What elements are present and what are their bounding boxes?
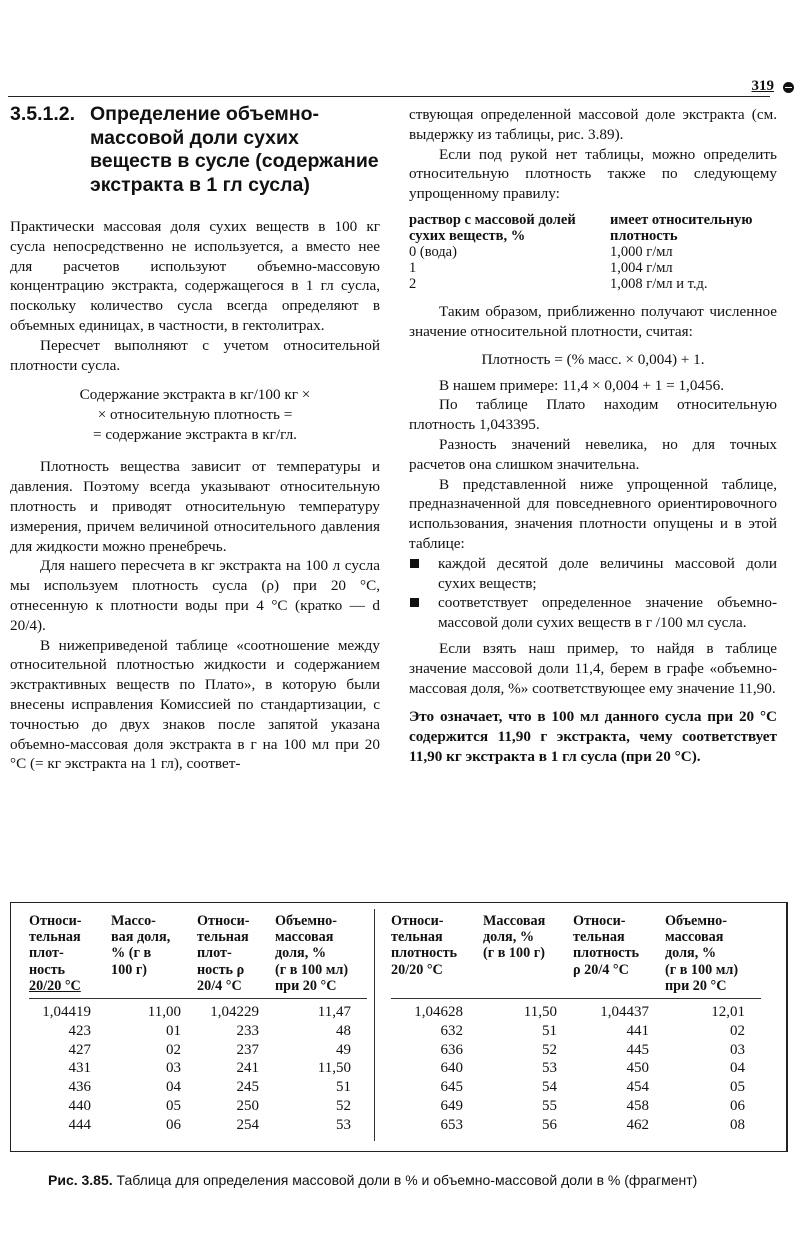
table-cell: 11,47	[317, 1004, 351, 1021]
column-header: Относи- тельная плотность ρ 20/4 °С	[573, 903, 665, 999]
table-cell: 51	[336, 1079, 351, 1096]
caption-text: Таблица для определения массовой доли в % и объемно-массовой доли в % (фрагмент)	[112, 1172, 698, 1188]
table-cell: 1,008 г/мл и т.д.	[610, 275, 708, 292]
table-row	[29, 1022, 367, 1041]
table-row	[29, 999, 367, 1022]
section-number: 3.5.1.2.	[10, 103, 76, 125]
section-title: Определение объемно-массовой доли сухих веществ в сусле (содержание экстракта в 1 гл сусла)	[90, 103, 379, 196]
formula-line: Содержание экстракта в кг/100 кг ×	[79, 386, 311, 404]
list-item-text: соответствует определенное значение объемно-массовой доли сухих веществ в г /100 мл сусла.	[438, 594, 777, 632]
table-cell: 04	[166, 1079, 181, 1096]
table-cell: 1,04628	[414, 1004, 463, 1021]
list-item	[409, 554, 777, 594]
table-cell: 241	[236, 1060, 259, 1077]
table-divider	[374, 909, 375, 1141]
table-row	[29, 1041, 367, 1060]
table-cell: 653	[440, 1116, 463, 1133]
table-row	[29, 1116, 367, 1135]
table-cell: 03	[166, 1060, 181, 1077]
square-bullet-icon	[410, 598, 419, 607]
table-row	[409, 260, 777, 276]
column-header: Массовая доля, % (г в 100 г)	[483, 903, 573, 999]
table-row	[391, 1041, 761, 1060]
table-cell: 02	[730, 1022, 745, 1039]
column-header: Объемно- массовая доля, % (г в 100 мл) при 20 °С	[665, 903, 761, 999]
table-cell: 51	[542, 1022, 557, 1039]
table-cell: 450	[626, 1060, 649, 1077]
table-row	[409, 276, 777, 292]
formula-line: Плотность = (% масс. × 0,004) + 1.	[481, 350, 705, 368]
table-row	[409, 244, 777, 260]
page-number: 319	[751, 78, 774, 94]
table-cell: 52	[542, 1041, 557, 1058]
rule-table-header: раствор с массовой долей сухих веществ, %	[409, 211, 576, 244]
plato-table-right	[391, 903, 761, 1135]
table-cell: 55	[542, 1098, 557, 1114]
table-cell: 649	[440, 1098, 463, 1114]
bullet-list	[409, 554, 777, 633]
table-cell: 645	[440, 1079, 463, 1096]
table-cell: 423	[68, 1022, 91, 1039]
table-cell: 05	[166, 1098, 181, 1114]
table-cell: 12,01	[711, 1004, 745, 1021]
table-cell: 250	[236, 1098, 259, 1114]
table-cell: 06	[730, 1098, 745, 1114]
paragraph: Для нашего пересчета в кг экстракта на 100 л сусла мы используем плотность сусла (ρ) при 20 °С, отнесенную к плотности воды при 4 °С (кратко — d 20/4).	[10, 557, 380, 634]
bold-conclusion: Это означает, что в 100 мл данного сусла при 20 °С содержится 11,90 г экстракта, чему соответствует 11,90 кг экстракта в 1 гл сусла (при 20 °С).	[409, 708, 777, 765]
paragraph: Пересчет выполняют с учетом относительной плотности сусла.	[10, 336, 380, 374]
table-cell: 0 (вода)	[409, 243, 457, 260]
table-row	[391, 1097, 761, 1116]
list-item-text: каждой десятой доле величины массовой доли сухих веществ;	[438, 554, 777, 592]
table-cell: 1,04229	[210, 1004, 259, 1021]
table-cell: 05	[730, 1079, 745, 1096]
section-heading	[10, 103, 380, 197]
paragraph: Практически массовая доля сухих веществ в 100 кг сусла непосредственно не используется, а вместо нее для расчетов используют объемно-массовую концентрацию экстракта, содержащегося в 1 гл сусла, поскольку количество сусла всегда определяют в объемных единицах, в частности, в гектолитрах.	[10, 218, 380, 334]
table-cell: 462	[626, 1116, 649, 1133]
table-cell: 11,50	[317, 1060, 351, 1077]
figure-table-right	[391, 903, 761, 1151]
header-rule	[8, 96, 770, 97]
column-header: Относи- тельная плот- ность 20/20 °С	[29, 903, 111, 999]
table-cell: 454	[626, 1079, 649, 1096]
table-cell: 445	[626, 1041, 649, 1058]
paragraph: ствующая определенной массовой доле экстракта (см. выдержку из таблицы, рис. 3.89).	[409, 106, 777, 143]
paragraph: Если взять наш пример, то найдя в таблице значение массовой доли 11,4, берем в графе «объемно-массовая доля, %» соответствующее ему значение 11,90.	[409, 639, 777, 697]
formula-line: = содержание экстракта в кг/гл.	[93, 426, 297, 444]
rule-table	[409, 212, 777, 292]
table-cell: 1,004 г/мл	[610, 259, 673, 276]
table-cell: 441	[626, 1022, 649, 1039]
table-cell: 233	[236, 1022, 259, 1039]
table-cell: 237	[236, 1041, 259, 1058]
table-cell: 06	[166, 1116, 181, 1133]
table-cell: 632	[440, 1022, 463, 1039]
table-cell: 53	[336, 1116, 351, 1133]
table-row	[391, 1059, 761, 1078]
table-cell: 48	[336, 1022, 351, 1039]
paragraph: В представленной ниже упрощенной таблице, предназначенной для повседневного ориентировочного использования, значения плотности опущены и в этой таблице:	[409, 475, 777, 552]
caption-label: Рис. 3.85.	[48, 1172, 113, 1188]
list-item	[409, 593, 777, 633]
table-cell: 54	[542, 1079, 557, 1096]
figure-caption	[48, 1172, 697, 1188]
table-row	[29, 1097, 367, 1116]
table-row	[391, 1078, 761, 1097]
paragraph: В нашем примере: 11,4 × 0,004 + 1 = 1,0456.	[439, 376, 725, 394]
table-cell: 427	[68, 1041, 91, 1058]
table-cell: 56	[542, 1116, 557, 1133]
table-cell: 254	[236, 1116, 259, 1133]
table-cell: 01	[166, 1022, 181, 1039]
square-bullet-icon	[410, 559, 419, 568]
circle-bullet-icon	[783, 82, 794, 93]
table-row	[29, 1059, 367, 1078]
table-cell: 440	[68, 1098, 91, 1114]
table-cell: 53	[542, 1060, 557, 1077]
column-header: Относи- тельная плот- ность ρ 20/4 °С	[197, 903, 275, 999]
formula-block	[10, 385, 380, 445]
figure-table-left	[29, 903, 367, 1151]
column-header: Объемно- массовая доля, % (г в 100 мл) при 20 °С	[275, 903, 367, 999]
table-cell: 08	[730, 1116, 745, 1133]
table-cell: 436	[68, 1079, 91, 1096]
table-cell: 02	[166, 1041, 181, 1058]
table-row	[391, 999, 761, 1022]
paragraph: По таблице Плато находим относительную плотность 1,043395.	[409, 396, 777, 434]
column-header: Массо- вая доля, % (г в 100 г)	[111, 903, 197, 999]
table-cell: 52	[336, 1098, 351, 1114]
table-cell: 11,50	[523, 1004, 557, 1021]
table-cell: 1,04437	[600, 1004, 649, 1021]
table-row	[391, 1116, 761, 1135]
table-cell: 11,00	[147, 1004, 181, 1021]
table-row	[391, 1022, 761, 1041]
plato-table-left	[29, 903, 367, 1135]
table-cell: 245	[236, 1079, 259, 1096]
table-cell: 444	[68, 1116, 91, 1133]
paragraph: Если под рукой нет таблицы, можно определить относительную плотность также по следующему упрощенному правилу:	[409, 145, 777, 203]
paragraph: В нижеприведеной таблице «соотношение между относительной плотностью жидкости и содержанием экстрактивных веществ по Плато», в которую были внесены исправления Комиссией по стандартизации, с точностью до двух знаков после запятой указана объемно-массовая доля экстракта в г на 100 мл при 20 °С (= кг экстракта на 1 гл), соответ-	[10, 636, 380, 773]
rule-table-header: имеет относительную плотность	[610, 211, 753, 244]
table-cell: 636	[440, 1041, 463, 1058]
paragraph: Разность значений невелика, но для точных расчетов она слишком значительна.	[409, 435, 777, 473]
formula-line: × относительную плотность =	[97, 406, 293, 424]
table-cell: 03	[730, 1041, 745, 1058]
left-column	[10, 103, 380, 774]
table-cell: 458	[626, 1098, 649, 1114]
figure-table-box	[10, 902, 788, 1152]
table-cell: 1,000 г/мл	[610, 243, 673, 260]
paragraph: Плотность вещества зависит от температуры и давления. Поэтому всегда указывают относительную плотность и приводят относительную температуру измерения, причем величиной относительного давления для жидкости можно пренебречь.	[10, 458, 380, 555]
table-cell: 2	[409, 275, 417, 292]
table-cell: 04	[730, 1060, 745, 1077]
table-cell: 1,04419	[42, 1004, 91, 1021]
paragraph: Таким образом, приближенно получают численное значение относительной плотности, считая:	[409, 302, 777, 340]
table-cell: 640	[440, 1060, 463, 1077]
right-column	[409, 105, 777, 767]
table-cell: 431	[68, 1060, 91, 1077]
table-cell: 1	[409, 259, 417, 276]
table-cell: 49	[336, 1041, 351, 1058]
table-row	[29, 1078, 367, 1097]
column-header: Относи- тельная плотность 20/20 °С	[391, 903, 483, 999]
